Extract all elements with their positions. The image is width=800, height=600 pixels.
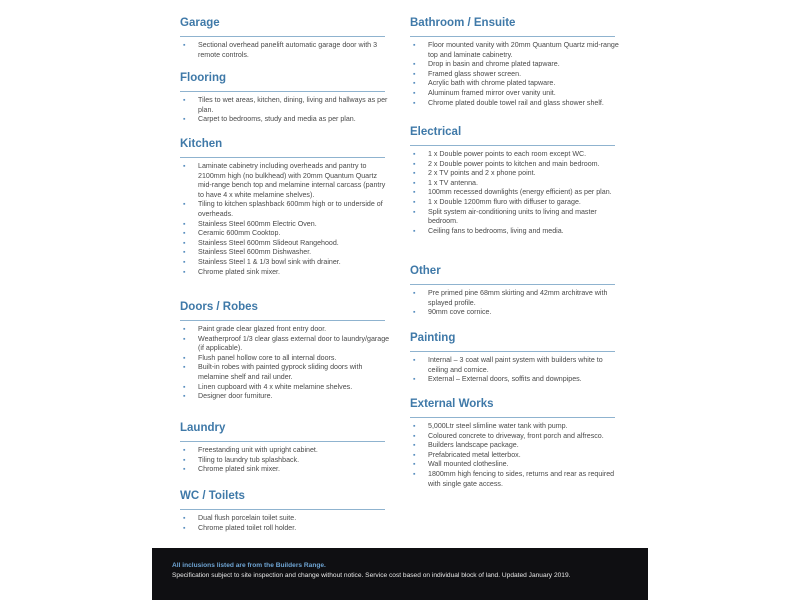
- bullet-icon: ▪: [413, 227, 416, 235]
- bullet-icon: ▪: [413, 189, 416, 197]
- list-item-text: Tiles to wet areas, kitchen, dining, living and hallways as per plan.: [198, 96, 388, 114]
- section-bathroom-ensuite: [410, 16, 620, 108]
- list-item: [180, 229, 390, 239]
- section-painting: [410, 331, 620, 385]
- list-item: [180, 524, 390, 534]
- bullet-icon: ▪: [183, 163, 186, 170]
- section-garage: [180, 16, 390, 60]
- list-item: [410, 227, 620, 237]
- list-item: [180, 41, 390, 60]
- bullet-icon: ▪: [183, 249, 186, 257]
- bullet-icon: ▪: [183, 466, 186, 474]
- list-item: [410, 70, 620, 80]
- bullet-icon: ▪: [183, 383, 186, 391]
- section-title: Painting: [410, 332, 456, 344]
- list-item-text: Builders landscape package.: [428, 441, 519, 450]
- section-title: Electrical: [410, 126, 462, 138]
- list-item: [180, 220, 390, 230]
- footer-range-note: All inclusions listed are from the Builders Range.: [172, 562, 326, 569]
- bullet-icon: ▪: [413, 99, 416, 107]
- section-divider: [180, 509, 385, 510]
- list-item-text: External – External doors, soffits and downpipes.: [428, 375, 582, 384]
- bullet-icon: ▪: [413, 70, 416, 78]
- list-item-text: Framed glass shower screen.: [428, 69, 522, 78]
- bullet-icon: ▪: [413, 309, 416, 317]
- bullet-icon: ▪: [413, 451, 416, 459]
- bullet-icon: ▪: [183, 335, 186, 343]
- list-item: [410, 208, 620, 227]
- section-laundry: [180, 421, 390, 475]
- bullet-icon: ▪: [413, 376, 416, 384]
- section-flooring: [180, 71, 390, 125]
- inclusion-list: [410, 289, 620, 318]
- list-item-text: 5,000Ltr steel slimline water tank with pump.: [428, 422, 568, 430]
- list-item: [410, 308, 620, 318]
- bullet-icon: ▪: [413, 442, 416, 450]
- footer-banner: [152, 548, 648, 600]
- list-item-text: Designer door furniture.: [198, 392, 273, 401]
- section-title: External Works: [410, 398, 494, 410]
- list-item-text: Laminate cabinetry including overheads and pantry to 2100mm high (no bulkhead) with 20mm Quantum Quartz mid-range bench top and melamine internal carcass (pantry to have 4 x white melamine shelves).: [198, 162, 386, 199]
- section-wc-toilets: [180, 489, 390, 533]
- list-item: [410, 79, 620, 89]
- list-item-text: Chrome plated sink mixer.: [198, 465, 281, 474]
- section-electrical: [410, 125, 620, 236]
- inclusion-list: [180, 514, 390, 533]
- list-item-text: Coloured concrete to driveway, front porch and alfresco.: [428, 431, 604, 440]
- section-other: [410, 264, 620, 318]
- list-item-text: 1800mm high fencing to sides, returns and rear as required with single gate access.: [428, 469, 615, 488]
- list-item: [180, 383, 390, 393]
- list-item-text: 2 x Double power points to kitchen and main bedroom.: [428, 159, 600, 168]
- list-item-text: Freestanding unit with upright cabinet.: [198, 446, 318, 454]
- bullet-icon: ▪: [413, 198, 416, 206]
- list-item-text: Paint grade clear glazed front entry door.: [198, 325, 327, 333]
- list-item: [410, 188, 620, 198]
- section-title: Garage: [180, 17, 220, 29]
- list-item: [410, 60, 620, 70]
- inclusion-list: [410, 41, 620, 108]
- section-divider: [180, 157, 385, 158]
- footer-disclaimer: Specification subject to site inspection and change without notice. Service cost based on individual block of land. Updated January 2019.: [172, 572, 571, 579]
- bullet-icon: ▪: [413, 179, 416, 187]
- inclusion-list: [410, 150, 620, 236]
- list-item: [410, 41, 620, 60]
- section-title: Flooring: [180, 72, 226, 84]
- bullet-icon: ▪: [183, 515, 186, 522]
- section-divider: [180, 320, 385, 321]
- list-item: [410, 451, 620, 461]
- section-kitchen: [180, 137, 390, 277]
- list-item-text: Acrylic bath with chrome plated tapware.: [428, 79, 556, 88]
- section-divider: [180, 36, 385, 37]
- list-item: [410, 356, 620, 375]
- inclusion-list: [180, 41, 390, 60]
- bullet-icon: ▪: [413, 470, 416, 478]
- list-item: [180, 239, 390, 249]
- inclusion-list: [410, 356, 620, 385]
- bullet-icon: ▪: [183, 230, 186, 238]
- list-item-text: Ceramic 600mm Cooktop.: [198, 229, 281, 238]
- list-item-text: Tiling to laundry tub splashback.: [198, 455, 300, 464]
- section-title: Laundry: [180, 422, 226, 434]
- list-item-text: Linen cupboard with 4 x white melamine shelves.: [198, 382, 353, 391]
- bullet-icon: ▪: [413, 151, 416, 158]
- inclusion-list: [180, 162, 390, 277]
- bullet-icon: ▪: [183, 97, 186, 104]
- list-item: [410, 198, 620, 208]
- list-item-text: Split system air-conditioning units to living and master bedroom.: [428, 207, 597, 226]
- bullet-icon: ▪: [183, 326, 186, 333]
- list-item-text: Internal – 3 coat wall paint system with builders white to ceiling and cornice.: [428, 356, 603, 374]
- bullet-icon: ▪: [183, 456, 186, 464]
- bullet-icon: ▪: [413, 80, 416, 88]
- list-item-text: Chrome plated sink mixer.: [198, 267, 281, 276]
- bullet-icon: ▪: [413, 170, 416, 178]
- section-divider: [410, 284, 615, 285]
- bullet-icon: ▪: [183, 354, 186, 362]
- list-item: [410, 169, 620, 179]
- bullet-icon: ▪: [183, 220, 186, 228]
- list-item: [410, 432, 620, 442]
- bullet-icon: ▪: [183, 447, 186, 454]
- list-item-text: Ceiling fans to bedrooms, living and media.: [428, 226, 564, 235]
- bullet-icon: ▪: [413, 357, 416, 364]
- list-item-text: Prefabricated metal letterbox.: [428, 450, 521, 459]
- section-title: Other: [410, 265, 441, 277]
- inclusion-list: [180, 446, 390, 475]
- list-item-text: Dual flush porcelain toilet suite.: [198, 514, 297, 522]
- list-item: [180, 268, 390, 278]
- list-item-text: 1 x Double power points to each room except WC.: [428, 150, 587, 158]
- list-item-text: Chrome plated double towel rail and glass shower shelf.: [428, 98, 604, 107]
- bullet-icon: ▪: [183, 393, 186, 401]
- list-item: [180, 446, 390, 456]
- bullet-icon: ▪: [183, 364, 186, 372]
- bullet-icon: ▪: [183, 239, 186, 247]
- section-title: Doors / Robes: [180, 301, 258, 313]
- list-item-text: 2 x TV points and 2 x phone point.: [428, 169, 536, 178]
- section-external-works: [410, 397, 620, 489]
- list-item-text: Tiling to kitchen splashback 600mm high or to underside of overheads.: [198, 200, 383, 218]
- inclusion-list: [410, 422, 620, 489]
- list-item-text: Wall mounted clothesline.: [428, 460, 509, 469]
- section-divider: [410, 351, 615, 352]
- bullet-icon: ▪: [183, 258, 186, 266]
- list-item: [180, 200, 390, 219]
- bullet-icon: ▪: [413, 208, 416, 216]
- list-item-text: Built-in robes with painted gyprock sliding doors with melamine shelf and rail under.: [198, 363, 363, 381]
- list-item-text: 100mm recessed downlights (energy efficient) as per plan.: [428, 188, 612, 197]
- bullet-icon: ▪: [413, 61, 416, 69]
- list-item: [180, 115, 390, 125]
- bullet-icon: ▪: [413, 423, 416, 430]
- list-item-text: Aluminum framed mirror over vanity unit.: [428, 88, 556, 97]
- section-title: Bathroom / Ensuite: [410, 17, 516, 29]
- list-item: [180, 354, 390, 364]
- list-item-text: 90mm cove cornice.: [428, 308, 492, 317]
- bullet-icon: ▪: [183, 524, 186, 532]
- list-item: [180, 392, 390, 402]
- list-item: [180, 363, 390, 382]
- section-divider: [180, 441, 385, 442]
- list-item: [410, 289, 620, 308]
- list-item: [410, 375, 620, 385]
- bullet-icon: ▪: [413, 290, 416, 297]
- section-doors-robes: [180, 300, 390, 402]
- list-item: [410, 89, 620, 99]
- list-item: [410, 179, 620, 189]
- list-item: [410, 160, 620, 170]
- list-item-text: Stainless Steel 600mm Slideout Rangehood.: [198, 238, 339, 247]
- section-title: WC / Toilets: [180, 490, 245, 502]
- list-item-text: Drop in basin and chrome plated tapware.: [428, 60, 560, 69]
- section-divider: [410, 145, 615, 146]
- section-divider: [410, 36, 615, 37]
- list-item: [180, 96, 390, 115]
- bullet-icon: ▪: [183, 201, 186, 209]
- list-item: [180, 456, 390, 466]
- section-divider: [180, 91, 385, 92]
- list-item-text: 1 x Double 1200mm fluro with diffuser to garage.: [428, 197, 581, 206]
- bullet-icon: ▪: [413, 89, 416, 97]
- list-item-text: Weatherproof 1/3 clear glass external door to laundry/garage (if applicable).: [198, 334, 390, 353]
- list-item: [410, 422, 620, 432]
- section-divider: [410, 417, 615, 418]
- inclusion-list: [180, 325, 390, 402]
- bullet-icon: ▪: [413, 42, 416, 49]
- list-item: [180, 465, 390, 475]
- list-item-text: Sectional overhead panelift automatic garage door with 3 remote controls.: [198, 41, 378, 59]
- list-item-text: Stainless Steel 600mm Electric Oven.: [198, 219, 317, 228]
- list-item-text: Chrome plated toilet roll holder.: [198, 523, 297, 532]
- bullet-icon: ▪: [183, 268, 186, 276]
- list-item: [180, 335, 390, 354]
- list-item: [180, 514, 390, 524]
- bullet-icon: ▪: [183, 116, 186, 124]
- list-item-text: Flush panel hollow core to all internal doors.: [198, 353, 337, 362]
- list-item: [410, 441, 620, 451]
- list-item: [180, 162, 390, 200]
- list-item: [180, 258, 390, 268]
- inclusion-list: [180, 96, 390, 125]
- list-item-text: Stainless Steel 1 & 1/3 bowl sink with drainer.: [198, 257, 341, 266]
- list-item-text: Pre primed pine 68mm skirting and 42mm architrave with splayed profile.: [428, 289, 608, 307]
- bullet-icon: ▪: [413, 461, 416, 469]
- list-item: [410, 460, 620, 470]
- bullet-icon: ▪: [413, 432, 416, 440]
- list-item-text: Carpet to bedrooms, study and media as per plan.: [198, 115, 356, 124]
- list-item: [410, 470, 620, 489]
- bullet-icon: ▪: [183, 42, 186, 49]
- list-item: [180, 248, 390, 258]
- section-title: Kitchen: [180, 138, 223, 150]
- list-item-text: Floor mounted vanity with 20mm Quantum Quartz mid-range top and laminate cabinetry.: [428, 41, 619, 59]
- bullet-icon: ▪: [413, 160, 416, 168]
- list-item: [410, 99, 620, 109]
- list-item: [410, 150, 620, 160]
- list-item-text: Stainless Steel 600mm Dishwasher.: [198, 248, 312, 257]
- list-item-text: 1 x TV antenna.: [428, 178, 478, 187]
- list-item: [180, 325, 390, 335]
